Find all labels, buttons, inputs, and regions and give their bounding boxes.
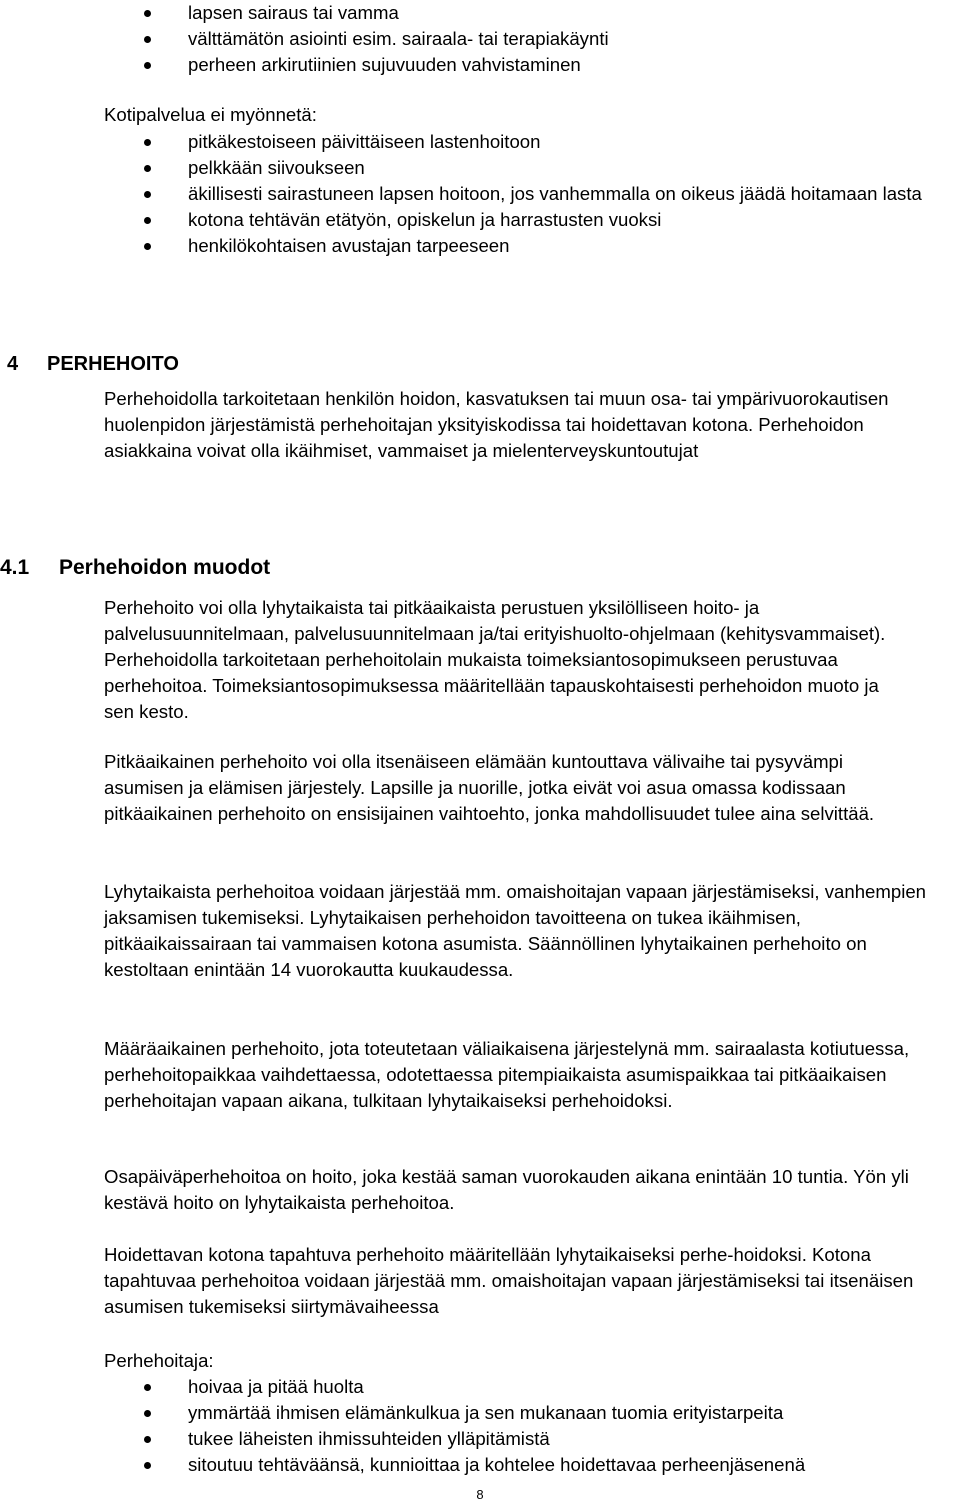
bullet-icon [144,10,151,17]
paragraph: Osapäiväperhehoitoa on hoito, joka kestää saman vuorokauden aikana enintään 10 tuntia. Yön yli kestävä hoito on lyhytaikaista perhehoitoa. [104,1166,909,1213]
list-item-text: pelkkään siivoukseen [188,157,365,178]
list-item [188,181,928,207]
paragraph: Hoidettavan kotona tapahtuva perhehoito määritellään lyhytaikaiseksi perhe-hoidoksi. Kotona tapahtuvaa perhehoitoa voidaan järjestää mm. omaishoitajan vapaan järjestämiseksi tai itsenäisen asumisen tukemiseksi siirtymävaiheessa [104,1244,914,1317]
list-item [188,1374,958,1400]
section-4-1-heading [0,555,270,581]
top-bullet-list [0,0,960,78]
list-item-text: äkillisesti sairastuneen lapsen hoitoon, jos vanhemmalla on oikeus jäädä hoitamaan lasta [188,183,922,204]
perhehoitaja-bullet-list [0,1374,958,1478]
list-item [188,52,960,78]
list-item-text: sitoutuu tehtäväänsä, kunnioittaa ja kohtelee hoidettavaa perheenjäsenenä [188,1454,806,1475]
list-item [188,233,928,259]
perhehoitaja-heading: Perhehoitaja: [104,1350,214,1371]
paragraph: Lyhytaikaista perhehoitoa voidaan järjestää mm. omaishoitajan vapaan järjestämiseksi, vanhempien jaksamisen tukemiseksi. Lyhytaikaisen perhehoidon tavoitteena on tukea ikäihmisen, pitkäaikaissairaan tai vammaisen kotona asumista. Säännöllinen lyhytaikainen perhehoito on kestoltaan enintään 14 vuorokautta kuukaudessa. [104,881,927,980]
list-item-text: välttämätön asiointi esim. sairaala- tai terapiakäynti [188,28,609,49]
list-item [188,0,960,26]
section-number: 4 [7,353,19,375]
list-item-text: tukee läheisten ihmissuhteiden ylläpitämistä [188,1428,550,1449]
list-item-text: hoivaa ja pitää huolta [188,1376,364,1397]
list-item-text: kotona tehtävän etätyön, opiskelun ja harrastusten vuoksi [188,209,662,230]
bullet-icon [144,1384,151,1391]
section-title: Perhehoidon muodot [59,556,271,579]
list-item-text: pitkäkestoiseen päivittäiseen lastenhoitoon [188,131,541,152]
page-number: 8 [476,1487,484,1502]
bullet-icon [144,1410,151,1417]
bullet-icon [144,243,151,250]
paragraph: Määräaikainen perhehoito, jota toteutetaan väliaikaisena järjestelynä mm. sairaalasta kotiutuessa, perhehoitopaikkaa vaihdettaessa, odotettaessa pitempiaikaista asumispaikkaa tai pitkäaikaisen perhehoitajan vapaan aikana, tulkitaan lyhytaikaiseksi perhehoidoksi. [104,1038,910,1111]
section-4-paragraph: Perhehoidolla tarkoitetaan henkilön hoidon, kasvatuksen tai muun osa- tai ympärivuorokautisen huolenpidon järjestämistä perhehoitajan yksityiskodissa tai hoidettavan kotona. Perhehoidon asiakkaina voivat olla ikäihmiset, vammaiset ja mielenterveyskuntoutujat [104,388,889,461]
list-item-text: perheen arkirutiinien sujuvuuden vahvistaminen [188,54,581,75]
list-item [188,1426,958,1452]
bullet-icon [144,191,151,198]
list-item [188,155,928,181]
list-item [188,26,960,52]
paragraph: Pitkäaikainen perhehoito voi olla itsenäiseen elämään kuntouttava välivaihe tai pysyvämpi asumisen ja elämisen järjestely. Lapsille ja nuorille, jotka eivät voi asua omassa kodissaan pitkäaikainen perhehoito on ensisijainen vaihtoehto, jonka mahdollisuudet tulee aina selvittää. [104,751,875,824]
section-4-heading [7,351,179,377]
list-item [188,1452,958,1478]
list-item [188,129,928,155]
list-item [188,207,928,233]
list-item [188,1400,958,1426]
kotipalvelu-bullet-list [0,129,928,259]
kotipalvelu-heading: Kotipalvelua ei myönnetä: [104,104,317,125]
section-title: PERHEHOITO [47,353,179,375]
list-item-text: henkilökohtaisen avustajan tarpeeseen [188,235,510,256]
list-item-text: lapsen sairaus tai vamma [188,2,399,23]
bullet-icon [144,1436,151,1443]
bullet-icon [144,165,151,172]
bullet-icon [144,217,151,224]
bullet-icon [144,36,151,43]
paragraph: Perhehoito voi olla lyhytaikaista tai pitkäaikaista perustuen yksilölliseen hoito- ja palvelusuunnitelmaan, palvelusuunnitelmaan ja/tai erityishuolto-ohjelmaan (kehitysvammaiset). Perhehoidolla tarkoitetaan perhehoitolain mukaista toimeksiantosopimukseen perustuvaa perhehoitoa. Toimeksiantosopimuksessa määritellään tapauskohtaisesti perhehoidon muoto ja sen kesto. [104,597,886,722]
list-item-text: ymmärtää ihmisen elämänkulkua ja sen mukanaan tuomia erityistarpeita [188,1402,784,1423]
section-number: 4.1 [0,556,30,579]
bullet-icon [144,139,151,146]
bullet-icon [144,62,151,69]
bullet-icon [144,1462,151,1469]
